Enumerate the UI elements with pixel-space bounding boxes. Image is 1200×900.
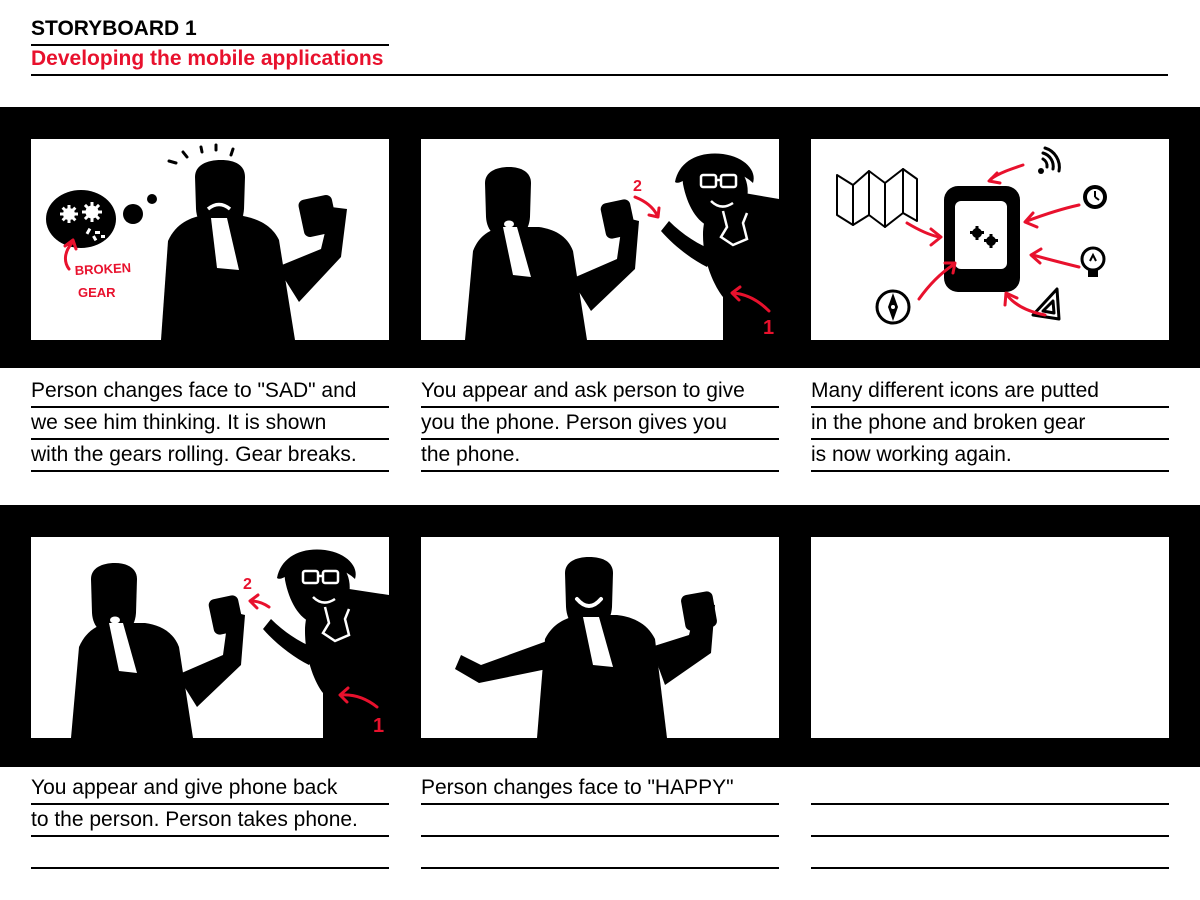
caption-1 [31, 376, 389, 472]
caption-line: You appear and give phone back [31, 773, 389, 805]
caption-5 [421, 773, 779, 869]
phone-in-hand [680, 590, 718, 631]
caption-line: Many different icons are putted [811, 376, 1169, 408]
storyboard-frame-4 [31, 537, 389, 738]
frame-2-illustration [421, 139, 779, 340]
compass-icon [877, 291, 909, 323]
thought-bubble-small [123, 204, 143, 224]
caption-line [811, 773, 1169, 805]
phone-in-hand [600, 198, 637, 239]
caption-line: we see him thinking. It is shown [31, 408, 389, 440]
storyboard-subtitle: Developing the mobile applications [31, 44, 1168, 76]
phone-in-hand [208, 594, 245, 635]
frame-5-illustration [421, 537, 779, 738]
caption-line [811, 837, 1169, 869]
gear-icon [82, 202, 102, 222]
neutral-mouth [504, 221, 514, 228]
thought-bubble-tiny [147, 194, 157, 204]
person-silhouette [455, 557, 718, 738]
storyboard-frame-2 [421, 139, 779, 340]
person-silhouette [71, 563, 245, 738]
caption-line [31, 837, 389, 869]
broken-label-line1: BROKEN [74, 260, 132, 278]
person-silhouette [465, 167, 639, 340]
annotation-arrow [635, 197, 657, 215]
broken-label-line2: GEAR [78, 285, 116, 300]
caption-line: the phone. [421, 440, 779, 472]
caption-2 [421, 376, 779, 472]
clock-icon [1083, 185, 1107, 209]
helper-silhouette [263, 549, 389, 738]
person-silhouette [161, 145, 347, 340]
caption-4 [31, 773, 389, 869]
caption-line: is now working again. [811, 440, 1169, 472]
phone-in-hand [297, 194, 338, 238]
frame-4-illustration [31, 537, 389, 738]
outstretched-arm [455, 641, 547, 683]
lightbulb-icon [1082, 248, 1104, 277]
frame-1-illustration [31, 139, 389, 340]
caption-6 [811, 773, 1169, 869]
step-number-1: 1 [763, 317, 775, 339]
storyboard-frame-6 [811, 537, 1169, 738]
caption-3 [811, 376, 1169, 472]
caption-line: Person changes face to "HAPPY" [421, 773, 779, 805]
caption-line [421, 837, 779, 869]
storyboard-frame-3 [811, 139, 1169, 340]
annotation-arrow [65, 243, 72, 269]
caption-line: with the gears rolling. Gear breaks. [31, 440, 389, 472]
caption-line: you the phone. Person gives you [421, 408, 779, 440]
caption-line [421, 805, 779, 837]
neutral-mouth [110, 617, 120, 624]
caption-line: You appear and ask person to give [421, 376, 779, 408]
step-number-1: 1 [373, 715, 385, 737]
frame-3-illustration [811, 139, 1169, 340]
caption-line: Person changes face to "SAD" and [31, 376, 389, 408]
caption-line: to the person. Person takes phone. [31, 805, 389, 837]
storyboard-frame-1 [31, 139, 389, 340]
helper-silhouette [661, 153, 779, 340]
caption-line [811, 805, 1169, 837]
storyboard-frame-5 [421, 537, 779, 738]
map-icon [837, 169, 917, 227]
step-number-2: 2 [243, 576, 252, 593]
step-number-2: 2 [633, 178, 642, 195]
gear-icon [60, 205, 78, 223]
wifi-icon [1038, 148, 1059, 174]
storyboard-title: STORYBOARD 1 [31, 14, 389, 46]
thought-bubble [46, 190, 116, 248]
caption-line: in the phone and broken gear [811, 408, 1169, 440]
